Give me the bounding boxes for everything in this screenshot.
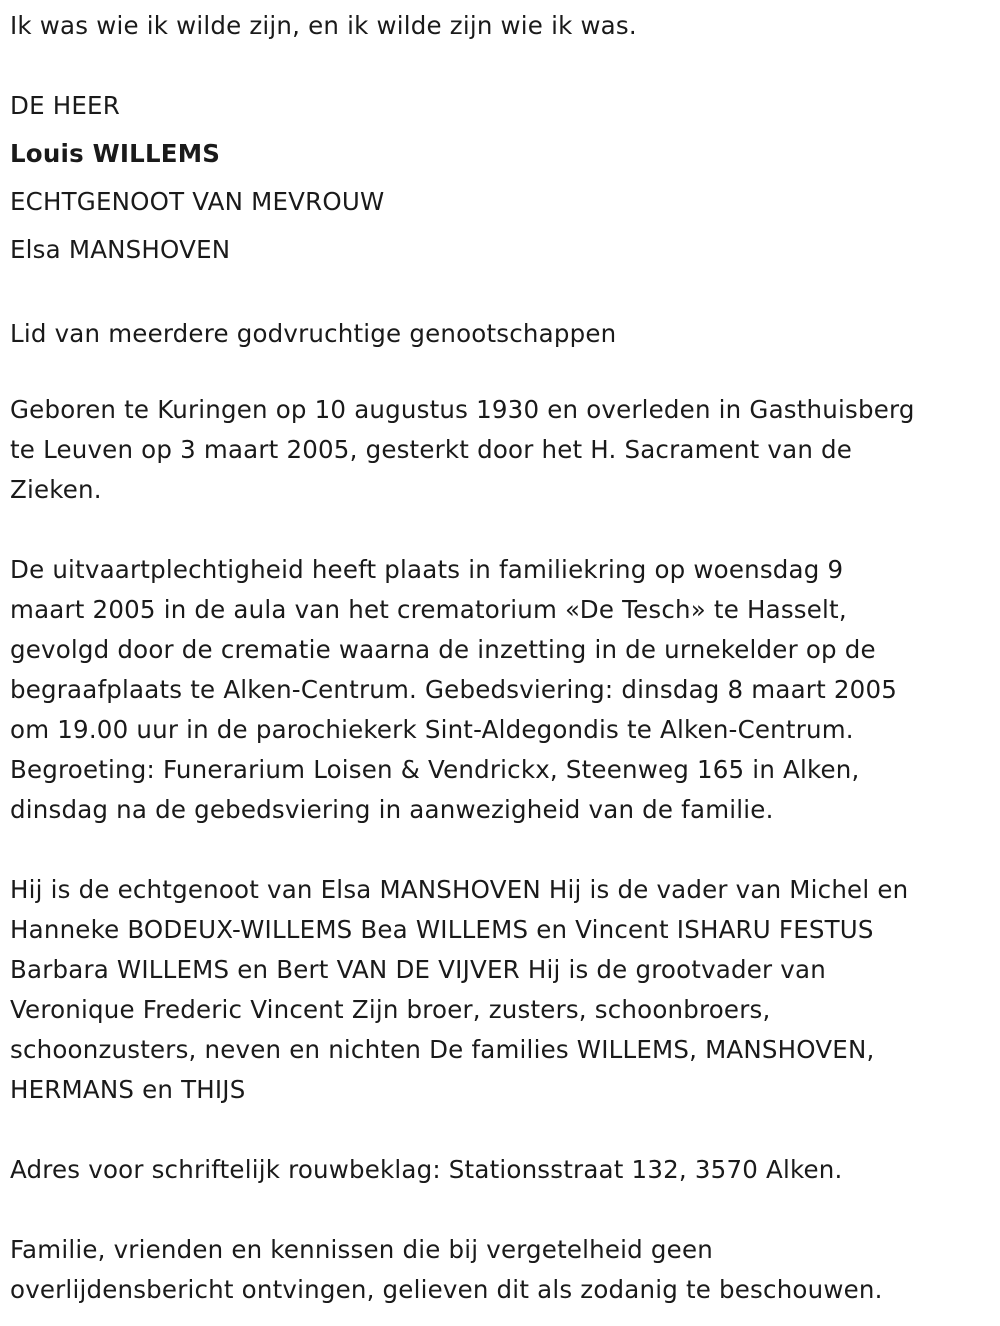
membership-text: Lid van meerdere godvruchtige genootschappen	[10, 319, 617, 348]
paragraph-line: Veronique Frederic Vincent Zijn broer, zusters, schoonbroers,	[10, 995, 771, 1024]
paragraph-line: Zieken.	[10, 475, 102, 504]
paragraph-line: Barbara WILLEMS en Bert VAN DE VIJVER Hij is de grootvader van	[10, 955, 826, 984]
paragraph-line: gevolgd door de crematie waarna de inzetting in de urnekelder op de	[10, 635, 876, 664]
quote-text: Ik was wie ik wilde zijn, en ik wilde zijn wie ik was.	[10, 11, 637, 40]
spouse-name: Elsa MANSHOVEN	[10, 235, 231, 264]
paragraph-line: Familie, vrienden en kennissen die bij vergetelheid geen	[10, 1235, 713, 1264]
paragraph-line: Hanneke BODEUX-WILLEMS Bea WILLEMS en Vincent ISHARU FESTUS	[10, 915, 874, 944]
paragraph-line: begraafplaats te Alken-Centrum. Gebedsviering: dinsdag 8 maart 2005	[10, 675, 898, 704]
paragraph-line: te Leuven op 3 maart 2005, gesterkt door het H. Sacrament van de	[10, 435, 853, 464]
spouse-title: ECHTGENOOT VAN MEVROUW	[10, 187, 385, 216]
paragraph-line: om 19.00 uur in de parochiekerk Sint-Aldegondis te Alken-Centrum.	[10, 715, 854, 744]
paragraph-line: dinsdag na de gebedsviering in aanwezigheid van de familie.	[10, 795, 774, 824]
honorific-title: DE HEER	[10, 91, 120, 120]
funeral-paragraph	[10, 550, 985, 830]
paragraph-line: Hij is de echtgenoot van Elsa MANSHOVEN Hij is de vader van Michel en	[10, 875, 909, 904]
paragraph-line: overlijdensbericht ontvingen, gelieven dit als zodanig te beschouwen.	[10, 1275, 883, 1304]
paragraph-line: Begroeting: Funerarium Loisen & Vendrickx, Steenweg 165 in Alken,	[10, 755, 860, 784]
paragraph-line: HERMANS en THIJS	[10, 1075, 246, 1104]
paragraph-line: maart 2005 in de aula van het crematorium «De Tesch» te Hasselt,	[10, 595, 847, 624]
deceased-name: Louis WILLEMS	[10, 139, 221, 168]
paragraph-line: De uitvaartplechtigheid heeft plaats in familiekring op woensdag 9	[10, 555, 844, 584]
family-paragraph	[10, 870, 985, 1110]
condolence-address: Adres voor schriftelijk rouwbeklag: Stationsstraat 132, 3570 Alken.	[10, 1155, 843, 1184]
birth-death-paragraph	[10, 390, 985, 510]
paragraph-line: Geboren te Kuringen op 10 augustus 1930 en overleden in Gasthuisberg	[10, 395, 915, 424]
closing-note	[10, 1230, 985, 1310]
paragraph-line: schoonzusters, neven en nichten De families WILLEMS, MANSHOVEN,	[10, 1035, 875, 1064]
